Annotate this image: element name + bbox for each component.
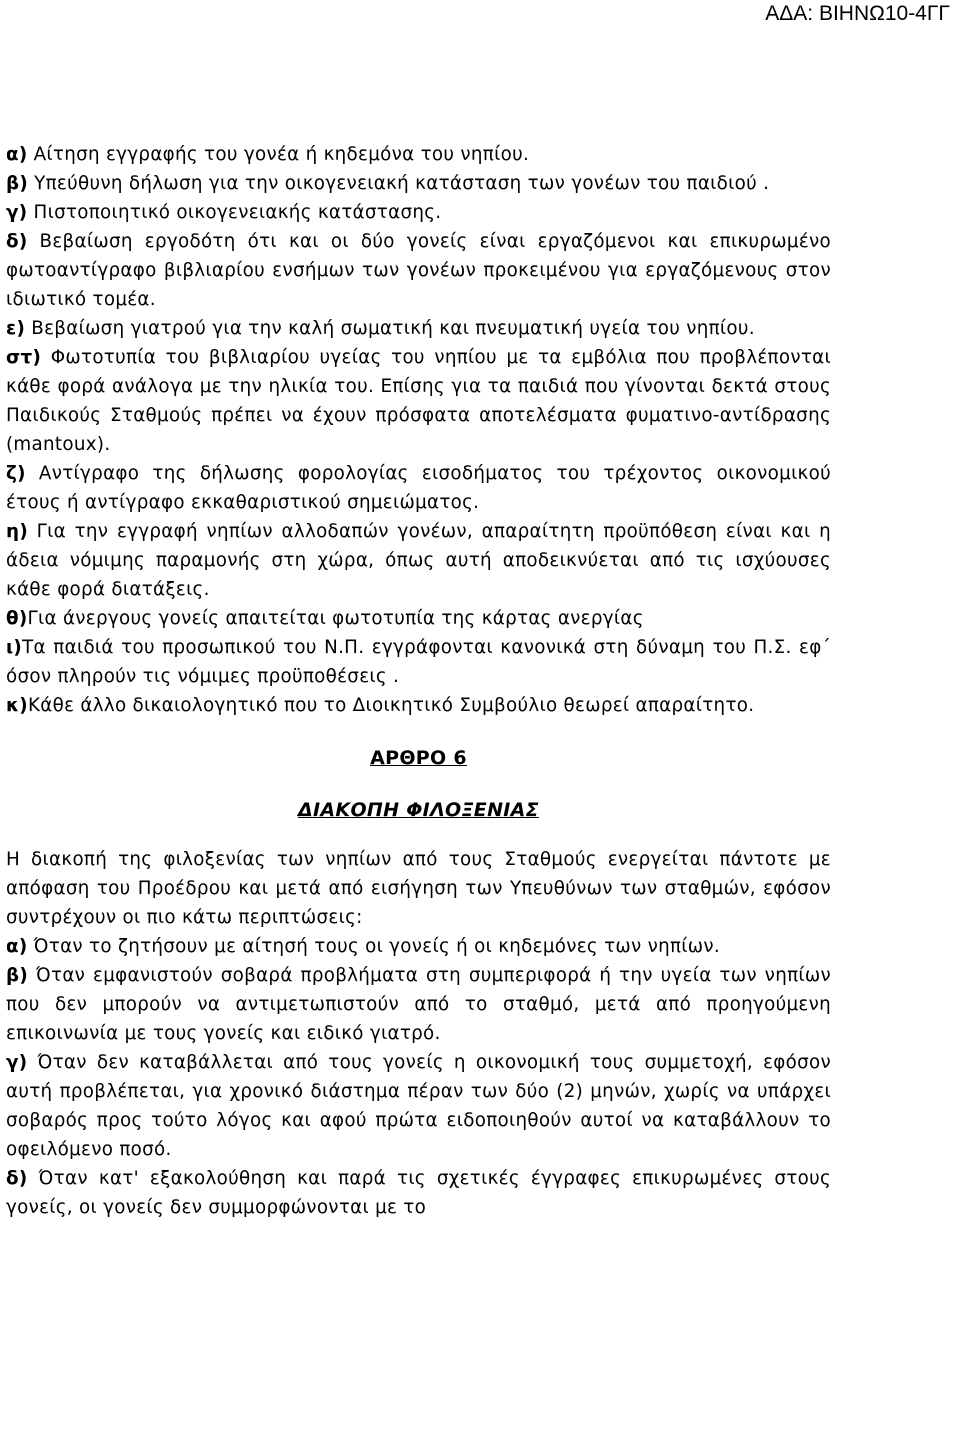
list-item (6, 1048, 831, 1164)
item-label: α) (6, 144, 28, 165)
item-label: στ) (6, 347, 42, 368)
item-text: Όταν το ζητήσουν με αίτησή τους οι γονείς ή οι κηδεμόνες των νηπίων. (27, 936, 721, 957)
item-label: α) (6, 936, 28, 957)
item-text: Όταν εμφανιστούν σοβαρά προβλήματα στη συμπεριφορά ή την υγεία των νηπίων που δεν μπορούν να αντιμετωπιστούν από το σταθμό, μετά από προηγούμενη επικοινωνία με τους γονείς και ειδικό γιατρό. (6, 965, 831, 1044)
item-label: δ) (6, 231, 28, 252)
item-text: Πιστοποιητικό οικογενειακής κατάστασης. (27, 202, 442, 223)
list-item (6, 198, 831, 227)
item-text: Βεβαίωση εργοδότη ότι και οι δύο γονείς είναι εργαζόμενοι και επικυρωμένο φωτοαντίγραφο βιβλιαρίου ενσήμων των γονέων προκειμένου για εργαζόμενους στον ιδιωτικό τομέα. (6, 231, 831, 310)
list-item (6, 517, 831, 604)
list-item (6, 691, 831, 720)
item-label: γ) (6, 202, 28, 223)
item-label: η) (6, 521, 28, 542)
list-item (6, 633, 831, 691)
item-text: Όταν δεν καταβάλλεται από τους γονείς η οικονομική τους συμμετοχή, εφόσον αυτή προβλέπεται, για χρονικό διάστημα πέραν των δύο (2) μηνών, χωρίς να υπάρχει σοβαρός προς τούτο λόγος και αφού πρώτα ειδοποιηθούν αυτοί να καταβάλλουν το οφειλόμενο ποσό. (6, 1052, 831, 1160)
item-label: ε) (6, 318, 26, 339)
list-item (6, 459, 831, 517)
article-intro: Η διακοπή της φιλοξενίας των νηπίων από τους Σταθμούς ενεργείται πάντοτε με απόφαση του Προέδρου και μετά από εισήγηση των Υπευθύνων των σταθμών, εφόσον συντρέχουν οι πιο κάτω περιπτώσεις: (6, 849, 831, 928)
list-item (6, 604, 831, 633)
item-label: ζ) (6, 463, 26, 484)
document-code-header: ΑΔΑ: ΒΙΗΝΩ10-4ΓΓ (765, 2, 950, 25)
item-text: Για την εγγραφή νηπίων αλλοδαπών γονέων, απαραίτητη προϋπόθεση είναι και η άδεια νόμιμης παραμονής στη χώρα, όπως αυτή αποδεικνύεται από τις ισχύουσες κάθε φορά διατάξεις. (6, 521, 831, 600)
item-label: γ) (6, 1052, 28, 1073)
list-item (6, 227, 831, 314)
item-label: β) (6, 965, 29, 986)
list-item (6, 961, 831, 1048)
item-label: ι) (6, 637, 23, 658)
item-text: Τα παιδιά του προσωπικού του Ν.Π. εγγράφονται κανονικά στη δύναμη του Π.Σ. εφ΄ όσον πληρούν τις νόμιμες προϋποθέσεις . (6, 637, 831, 687)
item-text: Κάθε άλλο δικαιολογητικό που το Διοικητικό Συμβούλιο θεωρεί απαραίτητο. (27, 695, 755, 716)
list-item (6, 1164, 831, 1222)
item-text: Φωτοτυπία του βιβλιαρίου υγείας του νηπίου με τα εμβόλια που προβλέπονται κάθε φορά ανάλογα με την ηλικία του. Επίσης για τα παιδιά που γίνονται δεκτά στους Παιδικούς Σταθμούς πρέπει να έχουν πρόσφατα αποτελέσματα φυματινο-αντίδρασης (mantoux). (6, 347, 831, 455)
item-text: Όταν κατ' εξακολούθηση και παρά τις σχετικές έγγραφες επικυρωμένες στους γονείς, οι γονείς δεν συμμορφώνονται με το (6, 1168, 831, 1218)
list-item (6, 343, 831, 459)
article-title: ΔΙΑΚΟΠΗ ΦΙΛΟΞΕΝΙΑΣ (298, 799, 539, 821)
item-label: δ) (6, 1168, 28, 1189)
list-item (6, 932, 831, 961)
list-item (6, 169, 831, 198)
item-label: β) (6, 173, 29, 194)
list-item (6, 140, 831, 169)
list-item (6, 314, 831, 343)
item-label: θ) (6, 608, 28, 629)
article-number: ΑΡΘΡΟ 6 (370, 747, 467, 769)
item-text: Αντίγραφο της δήλωσης φορολογίας εισοδήματος του τρέχοντος οικονομικού έτους ή αντίγραφο εκκαθαριστικού σημειώματος. (6, 463, 831, 513)
item-text: Βεβαίωση γιατρού για την καλή σωματική και πνευματική υγεία του νηπίου. (25, 318, 755, 339)
item-text: Αίτηση εγγραφής του γονέα ή κηδεμόνα του νηπίου. (27, 144, 530, 165)
document-body (6, 140, 831, 1222)
item-text: Υπεύθυνη δήλωση για την οικογενειακή κατάσταση των γονέων του παιδιού . (28, 173, 770, 194)
item-text: Για άνεργους γονείς απαιτείται φωτοτυπία της κάρτας ανεργίας (27, 608, 644, 629)
item-label: κ) (6, 695, 28, 716)
